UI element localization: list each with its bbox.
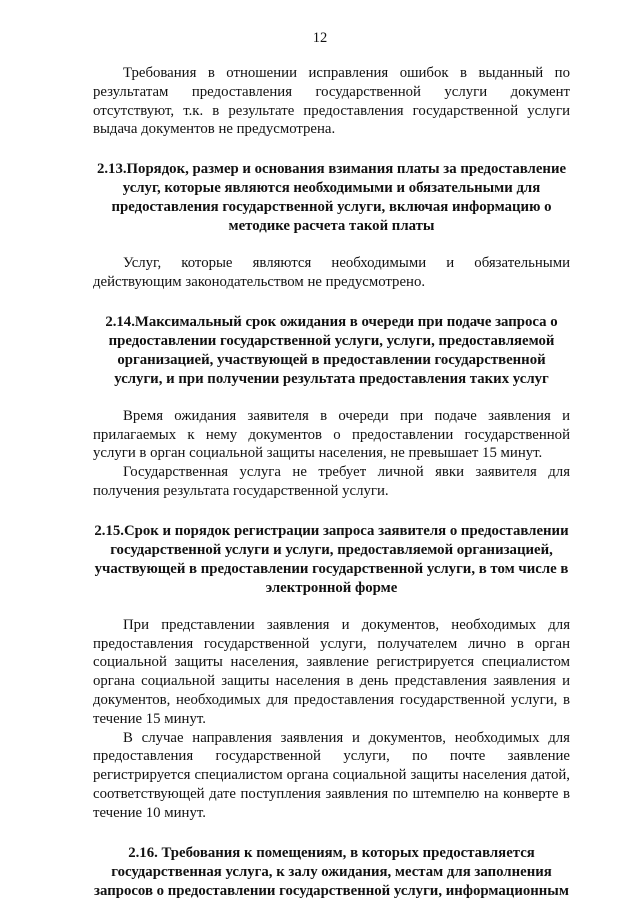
heading-2-13: 2.13.Порядок, размер и основания взимания платы за предоставление услуг, которые являются необходимыми и обязательными для предоставления государственной услуги, включая информацию о методике расчета такой платы: [96, 161, 567, 235]
paragraph-registration-by-mail: В случае направления заявления и документов, необходимых для предоставления государственной услуги, по почте заявление регистрируется специалистом органа социальной защиты населения датой, соответствующей дате поступления заявления по штемпелю на конверте в течение 10 минут.: [93, 729, 570, 821]
document-body: [93, 64, 570, 901]
heading-2-14: 2.14.Максимальный срок ожидания в очереди при подаче запроса о предоставлении государственной услуги, услуги, предоставляемой организацией, участвующей в предоставлении государственной услуги, и при получении результата предоставления таких услуг: [105, 313, 558, 387]
paragraph-errors-correction: Требования в отношении исправления ошибок в выданный по результатам предоставления государственной услуги документ отсутствуют, т.к. в результате предоставления государственной услуги выдача документов не предусмотрена.: [93, 65, 570, 138]
paragraph-registration-in-person: При представлении заявления и документов, необходимых для предоставления государственной услуги, получателем лично в орган социальной защиты населения, заявление регистрируется специалистом органа социальной защиты населения в день представления заявления и документов, необходимых для предоставления государственной услуги, в течение 15 минут.: [93, 616, 570, 727]
paragraph-personal-attendance: Государственная услуга не требует личной явки заявителя для получения результата государственной услуги.: [93, 464, 570, 499]
paragraph-waiting-time: Время ожидания заявителя в очереди при подаче заявления и прилагаемых к нему документов о предоставлении государственной услуги в орган социальной защиты населения, не превышает 15 минут.: [93, 407, 570, 462]
paragraph-services-fees: Услуг, которые являются необходимыми и обязательными действующим законодательством не предусмотрено.: [93, 255, 570, 290]
heading-2-16: 2.16. Требования к помещениям, в которых предоставляется государственная услуга, к залу ожидания, местам для заполнения запросов о предоставлении государственной услуги, информационным: [94, 844, 569, 899]
page-number: 12: [312, 30, 328, 46]
heading-2-15: 2.15.Срок и порядок регистрации запроса заявителя о предоставлении государственной услуги и услуги, предоставляемой организацией, участвующей в предоставлении государственной услуги, в том числе в электронной форме: [94, 522, 569, 596]
